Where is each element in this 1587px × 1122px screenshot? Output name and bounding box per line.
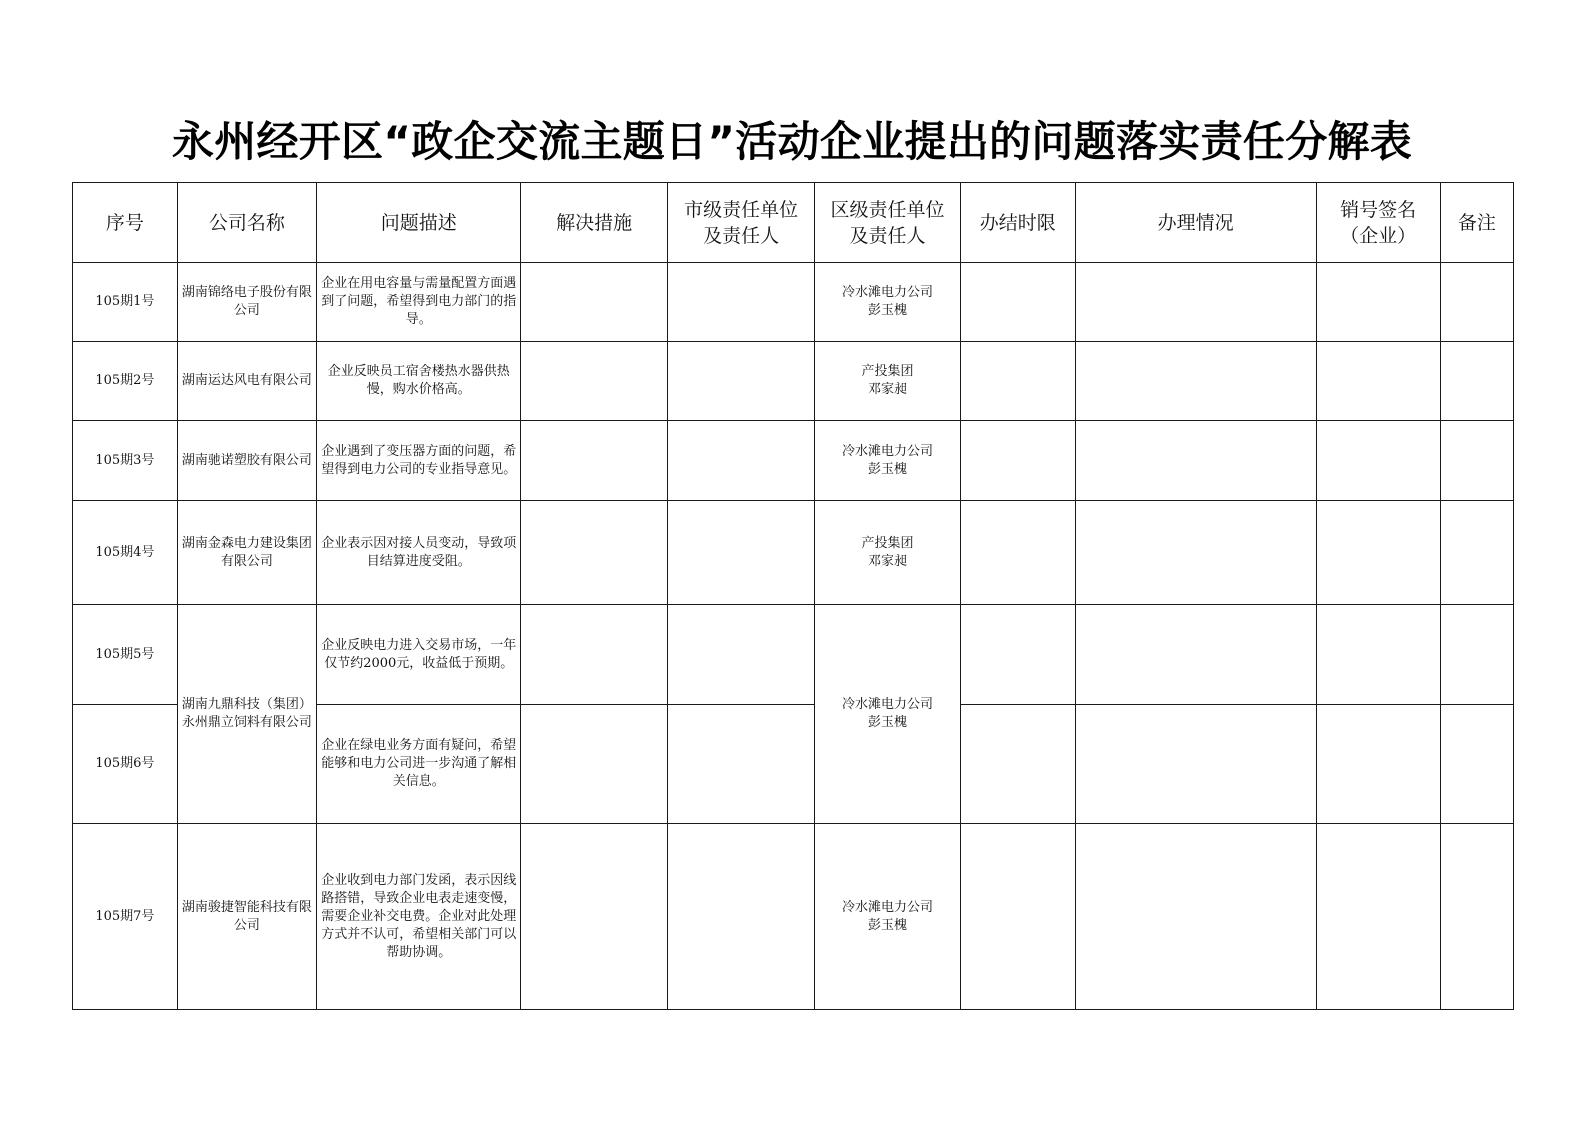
district-person: 彭玉槐	[868, 917, 908, 933]
issue-cell: 企业在用电容量与需量配置方面遇到了问题，希望得到电力部门的指导。	[317, 263, 521, 342]
seq-cell: 105期3号	[73, 421, 178, 501]
status-cell	[1075, 605, 1316, 705]
issue-cell: 企业收到电力部门发函，表示因线路搭错，导致企业电表走速变慢，需要企业补交电费。企业对此处理方式并不认可，希望相关部门可以帮助协调。	[317, 824, 521, 1010]
signoff-cell	[1316, 342, 1440, 421]
header-district-unit-line1: 区级责任单位	[830, 198, 945, 221]
remarks-cell	[1440, 501, 1513, 605]
header-issue: 问题描述	[317, 183, 521, 263]
issue-cell: 企业表示因对接人员变动，导致项目结算进度受阻。	[317, 501, 521, 605]
signoff-cell	[1316, 501, 1440, 605]
issue-cell: 企业遇到了变压器方面的问题，希望得到电力公司的专业指导意见。	[317, 421, 521, 501]
table-row	[73, 342, 1514, 421]
deadline-cell	[960, 263, 1075, 342]
issue-cell: 企业在绿电业务方面有疑问，希望能够和电力公司进一步沟通了解相关信息。	[317, 705, 521, 824]
header-deadline: 办结时限	[960, 183, 1075, 263]
district-unit-cell	[815, 421, 960, 501]
district-org: 冷水滩电力公司	[842, 285, 934, 300]
city-unit-cell	[667, 263, 814, 342]
district-org: 冷水滩电力公司	[842, 697, 934, 712]
measures-cell	[521, 263, 667, 342]
header-district-unit	[815, 183, 960, 263]
district-org: 产投集团	[861, 364, 914, 379]
header-company: 公司名称	[177, 183, 316, 263]
status-cell	[1075, 705, 1316, 824]
measures-cell	[521, 824, 667, 1010]
page-title: 永州经开区“政企交流主题日”活动企业提出的问题落实责任分解表	[171, 117, 1413, 166]
seq-cell: 105期7号	[73, 824, 178, 1010]
remarks-cell	[1440, 705, 1513, 824]
company-cell: 湖南驰诺塑胶有限公司	[177, 421, 316, 501]
status-cell	[1075, 342, 1316, 421]
remarks-cell	[1440, 263, 1513, 342]
remarks-cell	[1440, 824, 1513, 1010]
header-remarks: 备注	[1440, 183, 1513, 263]
company-cell: 湖南九鼎科技（集团）永州鼎立饲料有限公司	[177, 605, 316, 824]
district-person: 邓家昶	[868, 553, 908, 569]
deadline-cell	[960, 342, 1075, 421]
city-unit-cell	[667, 824, 814, 1010]
header-seq: 序号	[73, 183, 178, 263]
deadline-cell	[960, 501, 1075, 605]
signoff-cell	[1316, 705, 1440, 824]
issue-cell: 企业反映电力进入交易市场，一年仅节约2000元，收益低于预期。	[317, 605, 521, 705]
status-cell	[1075, 421, 1316, 501]
deadline-cell	[960, 705, 1075, 824]
header-district-unit-line2: 及责任人	[849, 224, 926, 247]
measures-cell	[521, 421, 667, 501]
district-org: 产投集团	[861, 535, 914, 551]
measures-cell	[521, 501, 667, 605]
header-city-unit-line1: 市级责任单位	[684, 198, 799, 221]
status-cell	[1075, 263, 1316, 342]
measures-cell	[521, 342, 667, 421]
district-unit-cell	[815, 605, 960, 824]
status-cell	[1075, 824, 1316, 1010]
district-org: 冷水滩电力公司	[842, 443, 934, 459]
signoff-cell	[1316, 263, 1440, 342]
header-status: 办理情况	[1075, 183, 1316, 263]
district-org: 冷水滩电力公司	[842, 899, 934, 915]
city-unit-cell	[667, 605, 814, 705]
company-cell: 湖南锦络电子股份有限公司	[177, 263, 316, 342]
seq-cell: 105期6号	[73, 705, 178, 824]
remarks-cell	[1440, 342, 1513, 421]
header-city-unit	[667, 183, 814, 263]
seq-cell: 105期2号	[73, 342, 178, 421]
company-cell: 湖南运达风电有限公司	[177, 342, 316, 421]
district-unit-cell	[815, 501, 960, 605]
district-person: 彭玉槐	[868, 715, 908, 730]
header-signoff-line2: （企业）	[1340, 224, 1417, 247]
seq-cell: 105期4号	[73, 501, 178, 605]
signoff-cell	[1316, 605, 1440, 705]
responsibility-table	[72, 182, 1514, 1010]
table-row	[73, 605, 1514, 705]
signoff-cell	[1316, 824, 1440, 1010]
company-cell: 湖南骏捷智能科技有限公司	[177, 824, 316, 1010]
header-row	[73, 183, 1514, 263]
seq-cell: 105期1号	[73, 263, 178, 342]
district-unit-cell	[815, 263, 960, 342]
district-person: 彭玉槐	[868, 303, 908, 318]
header-signoff-line1: 销号签名	[1340, 198, 1417, 221]
table-row	[73, 501, 1514, 605]
city-unit-cell	[667, 342, 814, 421]
seq-cell: 105期5号	[73, 605, 178, 705]
measures-cell	[521, 605, 667, 705]
remarks-cell	[1440, 605, 1513, 705]
district-person: 彭玉槐	[868, 461, 908, 477]
district-unit-cell	[815, 824, 960, 1010]
deadline-cell	[960, 824, 1075, 1010]
table-row	[73, 824, 1514, 1010]
status-cell	[1075, 501, 1316, 605]
header-measures: 解决措施	[521, 183, 667, 263]
deadline-cell	[960, 605, 1075, 705]
city-unit-cell	[667, 501, 814, 605]
signoff-cell	[1316, 421, 1440, 501]
company-cell: 湖南金森电力建设集团有限公司	[177, 501, 316, 605]
table-row	[73, 421, 1514, 501]
table-row	[73, 263, 1514, 342]
city-unit-cell	[667, 705, 814, 824]
district-unit-cell	[815, 342, 960, 421]
remarks-cell	[1440, 421, 1513, 501]
city-unit-cell	[667, 421, 814, 501]
deadline-cell	[960, 421, 1075, 501]
district-person: 邓家昶	[868, 382, 908, 397]
header-signoff	[1316, 183, 1440, 263]
issue-cell: 企业反映员工宿舍楼热水器供热慢，购水价格高。	[317, 342, 521, 421]
measures-cell	[521, 705, 667, 824]
header-city-unit-line2: 及责任人	[703, 224, 780, 247]
